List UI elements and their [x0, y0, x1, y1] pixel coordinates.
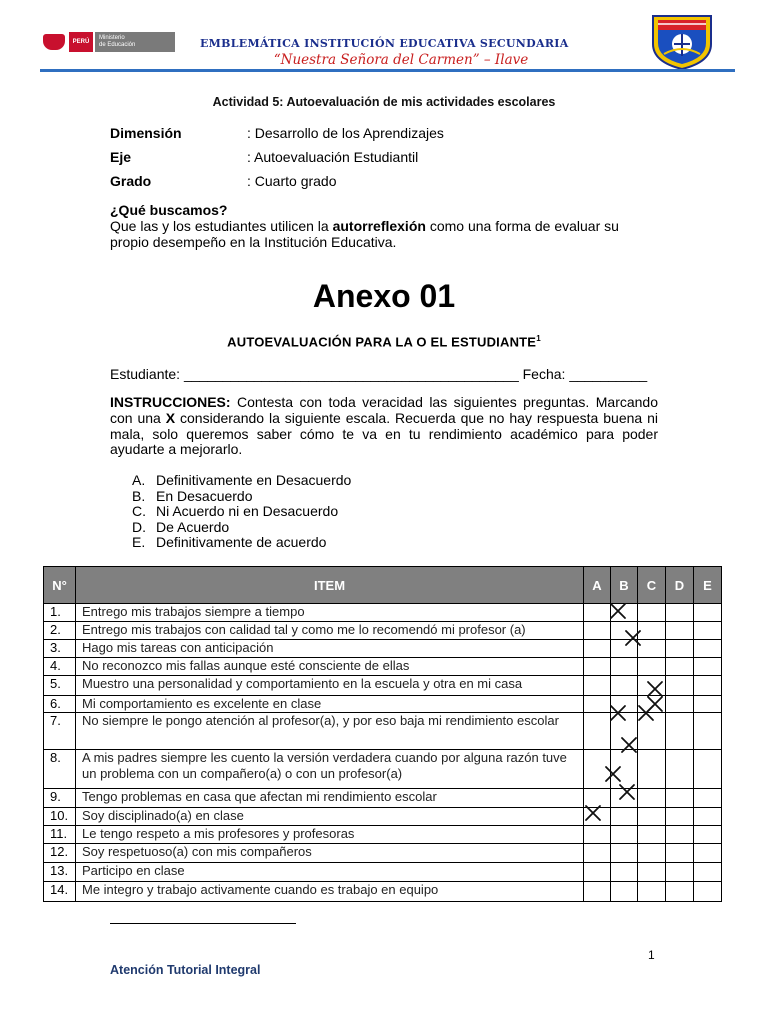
row-item-text: Participo en clase: [76, 863, 584, 882]
row-item-text: Mi comportamiento es excelente en clase: [76, 696, 584, 713]
footnote-mark: 1: [536, 334, 541, 343]
x-mark: [648, 682, 662, 696]
row-number: 4.: [44, 658, 76, 676]
x-mark: [639, 706, 653, 720]
row-number: 1.: [44, 604, 76, 622]
meta-value-axis: : Autoevaluación Estudiantil: [247, 149, 419, 165]
row-number: 8.: [44, 750, 76, 789]
col-header-b: B: [611, 567, 638, 604]
col-header-num: N°: [44, 567, 76, 604]
x-mark: [606, 767, 620, 781]
footer-text: Atención Tutorial Integral: [110, 963, 261, 977]
x-mark: [620, 785, 634, 799]
school-title: EMBLEMÁTICA INSTITUCIÓN EDUCATIVA SECUNDARIA: [200, 37, 569, 50]
col-header-item: ITEM: [76, 567, 584, 604]
annex-title: Anexo 01: [312, 278, 456, 314]
row-item-text: Me integro y trabajo activamente cuando es trabajo en equipo: [76, 882, 584, 902]
footnote-rule: [110, 923, 296, 924]
row-number: 11.: [44, 826, 76, 844]
row-item-text: A mis padres siempre les cuento la versión verdadera cuando por alguna razón tuve un problema con un compañero(a) o con un profesor(a): [76, 750, 584, 789]
row-number: 14.: [44, 882, 76, 902]
row-item-text: Entrego mis trabajos siempre a tiempo: [76, 604, 584, 622]
scale-item: A. Definitivamente en Desacuerdo: [132, 472, 352, 488]
annex-subtitle: AUTOEVALUACIÓN PARA LA O EL ESTUDIANTE$^1$: [227, 334, 541, 350]
row-item-text: No siempre le pongo atención al profesor(a), y por eso baja mi rendimiento escolar: [76, 713, 584, 750]
scale-item: E. Definitivamente de acuerdo: [132, 534, 327, 551]
col-header-d: D: [666, 567, 694, 604]
row-item-text: Le tengo respeto a mis profesores y profesoras: [76, 826, 584, 844]
meta-value-grade: : Cuarto grado: [247, 173, 337, 189]
row-item-text: Muestro una personalidad y comportamiento en la escuela y otra en mi casa: [76, 676, 584, 696]
row-number: 5.: [44, 676, 76, 696]
row-number: 2.: [44, 622, 76, 640]
meta-label-axis: Eje: [110, 149, 132, 165]
scale-item: C. Ni Acuerdo ni en Desacuerdo: [132, 503, 339, 520]
scale-item: B. En Desacuerdo: [132, 487, 253, 504]
page-number: 1: [648, 948, 655, 962]
ministry-label: Ministerio de Educación: [95, 32, 175, 52]
x-mark: [611, 706, 625, 720]
x-mark: [586, 806, 600, 820]
row-item-text: Soy respetuoso(a) con mis compañeros: [76, 844, 584, 863]
peru-flag-label: PERÚ: [69, 32, 93, 52]
row-number: 6.: [44, 696, 76, 713]
row-number: 10.: [44, 808, 76, 826]
col-header-e: E: [694, 567, 722, 604]
row-number: 3.: [44, 640, 76, 658]
scale-item: D. De Acuerdo: [132, 518, 230, 535]
school-name: “Nuestra Señora del Carmen” – Ilave: [273, 52, 529, 68]
row-number: 7.: [44, 713, 76, 750]
question-bold-term: autorreflexión: [332, 218, 426, 234]
row-item-text: No reconozco mis fallas aunque esté consciente de ellas: [76, 658, 584, 676]
x-mark: [626, 631, 640, 645]
meta-value-dimension: : Desarrollo de los Aprendizajes: [247, 125, 444, 141]
student-date-line: Estudiante: ___________________________________________ Fecha: __________: [110, 366, 648, 382]
row-number: 13.: [44, 863, 76, 882]
row-item-text: Tengo problemas en casa que afectan mi rendimiento escolar: [76, 789, 584, 808]
meta-label-dimension: Dimensión: [110, 125, 182, 141]
x-mark: [622, 738, 636, 752]
col-header-c: C: [638, 567, 666, 604]
meta-label-grade: Grado: [110, 173, 152, 189]
row-number: 12.: [44, 844, 76, 863]
x-mark: [611, 604, 625, 618]
row-item-text: Hago mis tareas con anticipación: [76, 640, 584, 658]
question-heading: ¿Qué buscamos?: [110, 202, 228, 218]
row-item-text: Soy disciplinado(a) en clase: [76, 808, 584, 826]
question-text: Que las y los estudiantes utilicen la autorreflexión como una forma de evaluar su propio desempeño en la Institución Educativa.: [110, 218, 619, 250]
row-number: 9.: [44, 789, 76, 808]
row-item-text: Entrego mis trabajos con calidad tal y como me lo recomendó mi profesor (a): [76, 622, 584, 640]
activity-title: Actividad 5: Autoevaluación de mis actividades escolares: [212, 95, 556, 109]
instructions: INSTRUCCIONES: Contesta con toda veracidad las siguientes preguntas. Marcando con una X considerando la siguiente escala. Recuerda que no hay respuesta buena ni mala, solo queremos saber cómo te va en tu rendimiento académico para poder ayudarte a mejorarlo.: [110, 394, 658, 458]
col-header-a: A: [584, 567, 611, 604]
